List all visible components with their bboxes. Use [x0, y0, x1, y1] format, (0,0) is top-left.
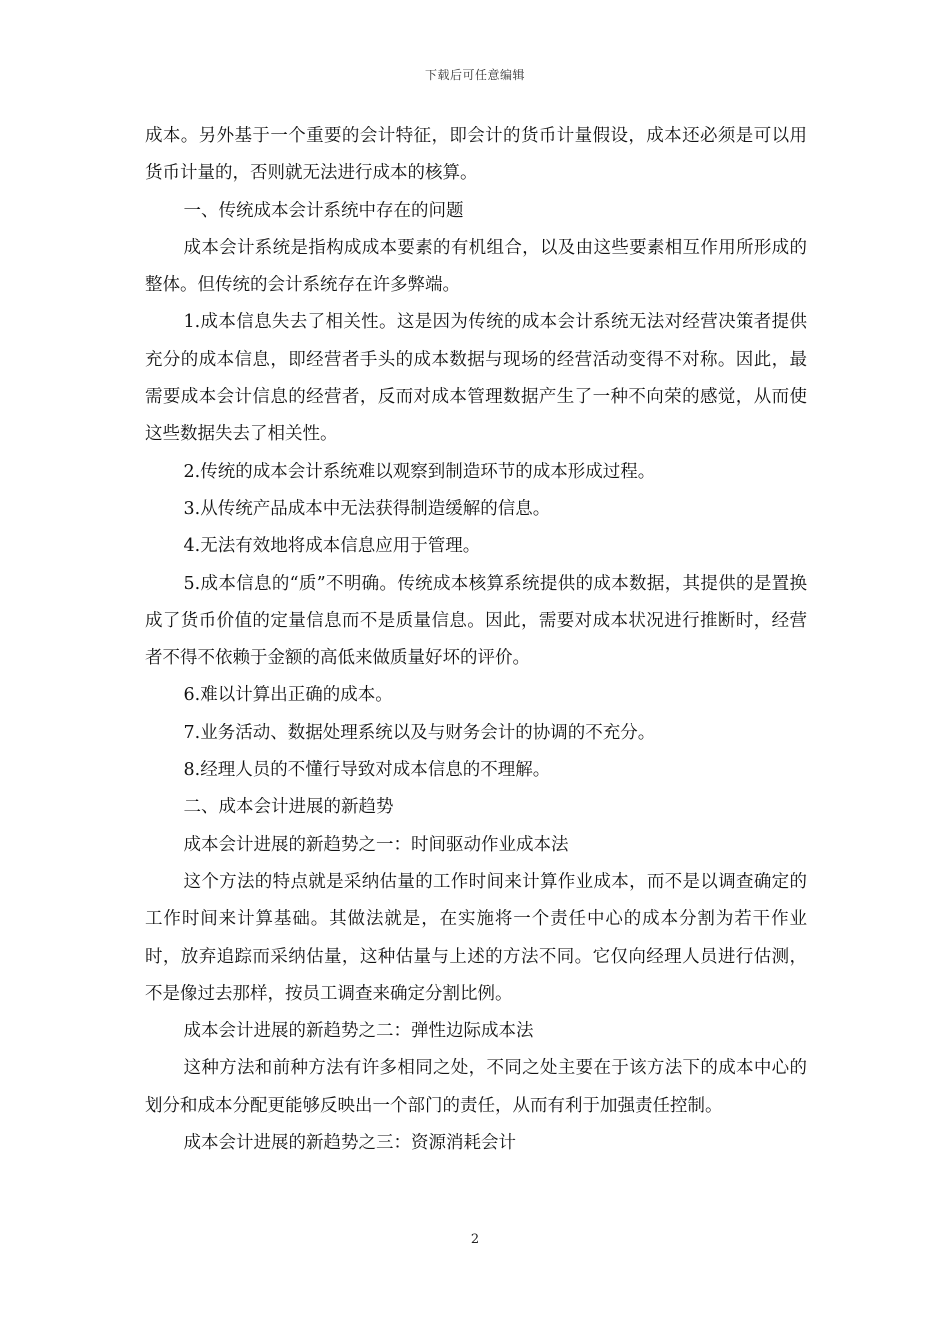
document-body — [145, 118, 807, 1162]
trend-heading-2: 成本会计进展的新趋势之二：弹性边际成本法 — [183, 1021, 534, 1042]
page-number: 2 — [470, 1232, 480, 1247]
trend-paragraph-2: 这种方法和前种方法有许多相同之处，不同之处主要在于该方法下的成本中心的划分和成本分配更能够反映出一个部门的责任，从而有利于加强责任控制。 — [145, 1058, 807, 1116]
list-item-4: 4.无法有效地将成本信息应用于管理。 — [183, 536, 481, 557]
paragraph-continuation: 成本。另外基于一个重要的会计特征，即会计的货币计量假设，成本还必须是可以用货币计量的，否则就无法进行成本的核算。 — [145, 126, 807, 184]
paragraph-intro: 成本会计系统是指构成成本要素的有机组合，以及由这些要素相互作用所形成的整体。但传统的会计系统存在许多弊端。 — [145, 237, 807, 296]
list-item-8: 8.经理人员的不懂行导致对成本信息的不理解。 — [183, 760, 551, 781]
page-header: 下载后可任意编辑 — [424, 68, 525, 82]
section-heading-2: 二、成本会计进展的新趋势 — [183, 797, 394, 818]
trend-heading-3: 成本会计进展的新趋势之三：资源消耗会计 — [183, 1133, 516, 1154]
trend-heading-1: 成本会计进展的新趋势之一：时间驱动作业成本法 — [183, 834, 569, 855]
list-item-5: 5.成本信息的“质”不明确。传统成本核算系统提供的成本数据，其提供的是置换成了货币价值的定量信息而不是质量信息。因此，需要对成本状况进行推断时，经营者不得不依赖于金额的高低来做质量好坏的评价。 — [145, 573, 807, 669]
trend-paragraph-1: 这个方法的特点就是采纳估量的工作时间来计算作业成本，而不是以调查确定的工作时间来计算基础。其做法就是，在实施将一个责任中心的成本分割为若干作业时，放弃追踪而采纳估量，这种估量与上述的方法不同。它仅向经理人员进行估测，不是像过去那样，按员工调查来确定分割比例。 — [145, 871, 807, 1004]
list-item-6: 6.难以计算出正确的成本。 — [183, 685, 393, 706]
list-item-1: 1.成本信息失去了相关性。这是因为传统的成本会计系统无法对经营决策者提供充分的成本信息，即经营者手头的成本数据与现场的经营活动变得不对称。因此，最需要成本会计信息的经营者，反而对成本管理数据产生了一种不向荣的感觉，从而使这些数据失去了相关性。 — [145, 312, 807, 445]
section-heading-1: 一、传统成本会计系统中存在的问题 — [183, 200, 464, 221]
list-item-3: 3.从传统产品成本中无法获得制造缓解的信息。 — [183, 498, 551, 519]
list-item-2: 2.传统的成本会计系统难以观察到制造环节的成本形成过程。 — [183, 461, 656, 482]
list-item-7: 7.业务活动、数据处理系统以及与财务会计的协调的不充分。 — [183, 722, 656, 743]
